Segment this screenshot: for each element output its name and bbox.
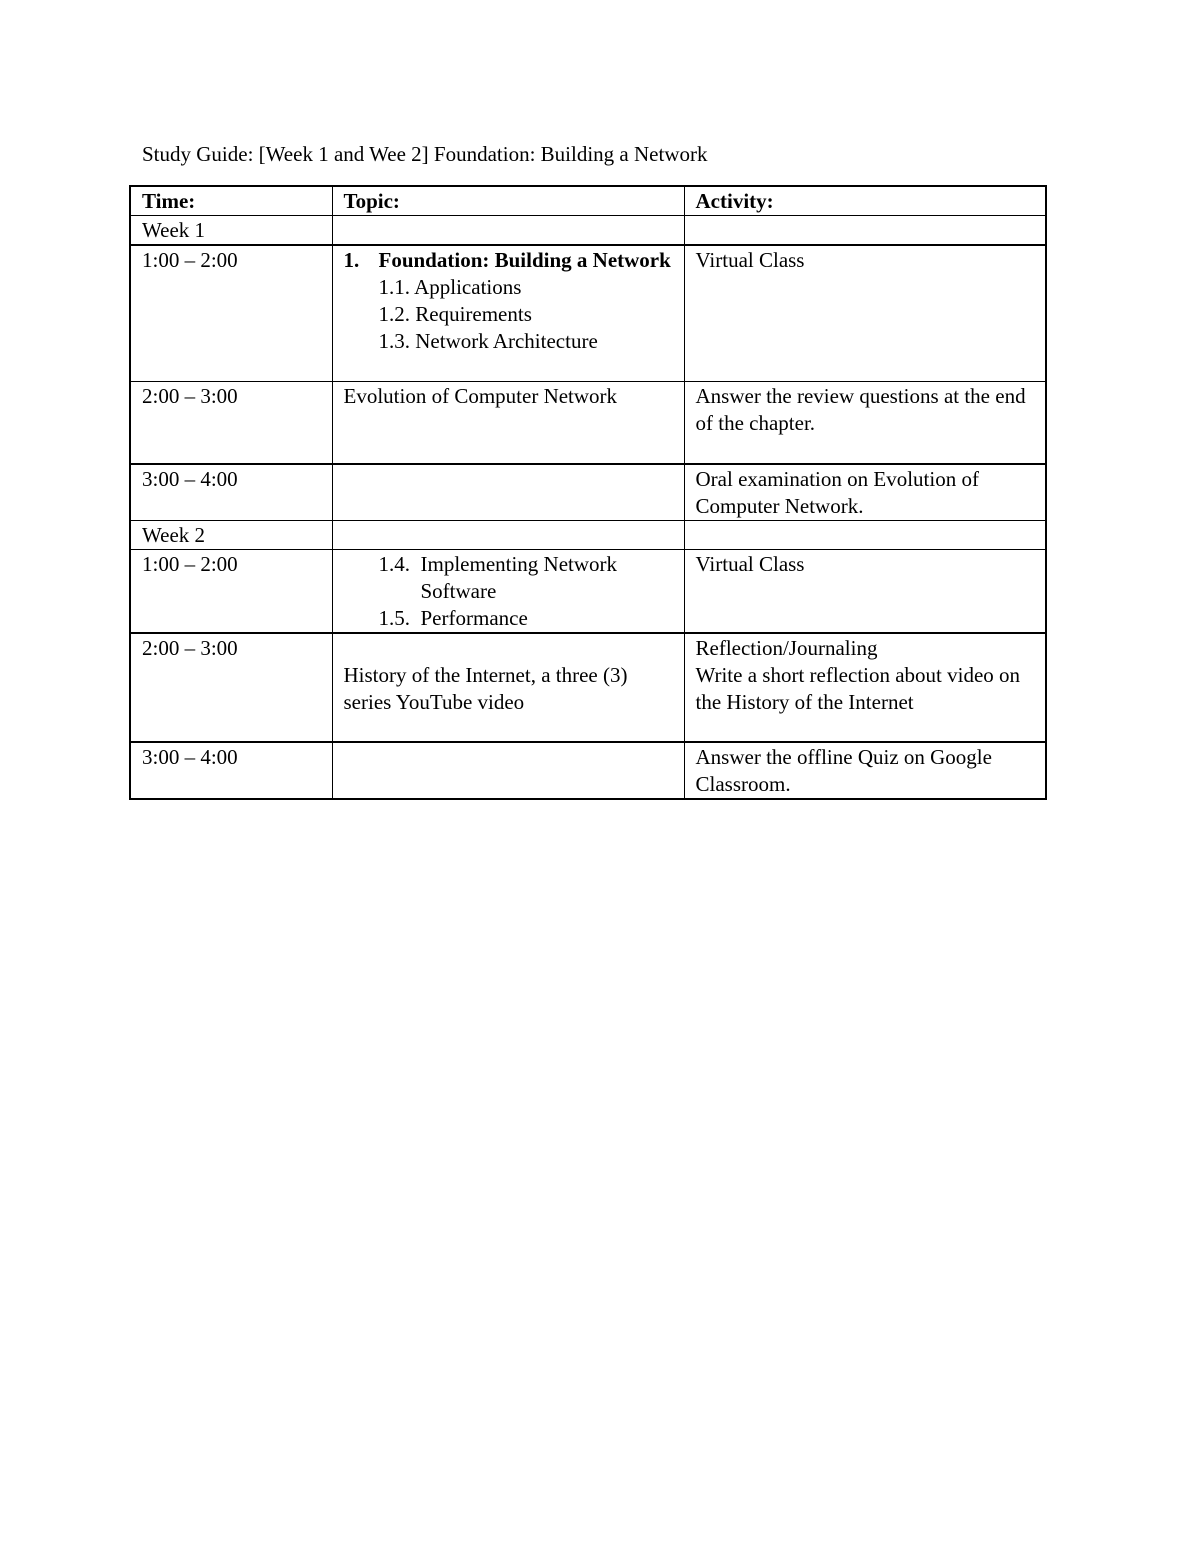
table-cell-empty <box>332 521 684 550</box>
header-activity: Activity: <box>684 186 1046 216</box>
activity-title: Reflection/Journaling <box>695 636 878 660</box>
topic-cell <box>332 245 684 381</box>
time-cell: 3:00 – 4:00 <box>130 742 332 799</box>
activity-cell <box>684 633 1046 742</box>
activity-cell: Answer the review questions at the end of the chapter. <box>684 381 1046 464</box>
table-row <box>130 742 1046 799</box>
header-topic: Topic: <box>332 186 684 216</box>
subtopic-number: 1.4. <box>378 552 410 576</box>
subtopic <box>344 605 674 632</box>
subtopic-text: Performance <box>420 606 528 630</box>
time-cell: 1:00 – 2:00 <box>130 550 332 634</box>
table-row <box>130 633 1046 742</box>
week-row <box>130 521 1046 550</box>
time-cell: 1:00 – 2:00 <box>130 245 332 381</box>
topic-cell: Evolution of Computer Network <box>332 381 684 464</box>
week-row <box>130 216 1046 246</box>
header-time: Time: <box>130 186 332 216</box>
activity-cell: Oral examination on Evolution of Computer Network. <box>684 464 1046 521</box>
activity-text: Write a short reflection about video on the History of the Internet <box>695 663 1021 714</box>
table-cell-empty <box>684 521 1046 550</box>
table-cell-empty <box>684 216 1046 246</box>
activity-cell: Answer the offline Quiz on Google Classroom. <box>684 742 1046 799</box>
table-row <box>130 550 1046 634</box>
table-cell-empty <box>332 216 684 246</box>
activity-cell: Virtual Class <box>684 245 1046 381</box>
topic-number: 1. <box>343 248 360 272</box>
subtopic <box>344 551 674 605</box>
study-guide-table <box>129 185 1047 800</box>
week-label: Week 1 <box>130 216 332 246</box>
topic-cell <box>332 742 684 799</box>
topic-heading <box>344 247 674 274</box>
time-cell: 2:00 – 3:00 <box>130 381 332 464</box>
table-row <box>130 245 1046 381</box>
topic-spacer <box>344 635 674 662</box>
week-label: Week 2 <box>130 521 332 550</box>
topic-cell <box>332 550 684 634</box>
subtopic: 1.1. Applications <box>378 275 522 299</box>
activity-cell: Virtual Class <box>684 550 1046 634</box>
table-row <box>130 464 1046 521</box>
topic-cell <box>332 633 684 742</box>
topic-text: History of the Internet, a three (3) series YouTube video <box>343 663 628 714</box>
time-cell: 3:00 – 4:00 <box>130 464 332 521</box>
topic-cell <box>332 464 684 521</box>
document-title: Study Guide: [Week 1 and Wee 2] Foundation: Building a Network <box>142 142 708 166</box>
time-cell: 2:00 – 3:00 <box>130 633 332 742</box>
subtopic-number: 1.5. <box>378 606 410 630</box>
subtopic-text: Implementing Network Software <box>420 552 618 603</box>
table-header-row <box>130 186 1046 216</box>
topic-heading-text: Foundation: Building a Network <box>378 248 671 272</box>
subtopic: 1.2. Requirements <box>378 302 532 326</box>
subtopic: 1.3. Network Architecture <box>378 329 598 353</box>
table-row <box>130 381 1046 464</box>
